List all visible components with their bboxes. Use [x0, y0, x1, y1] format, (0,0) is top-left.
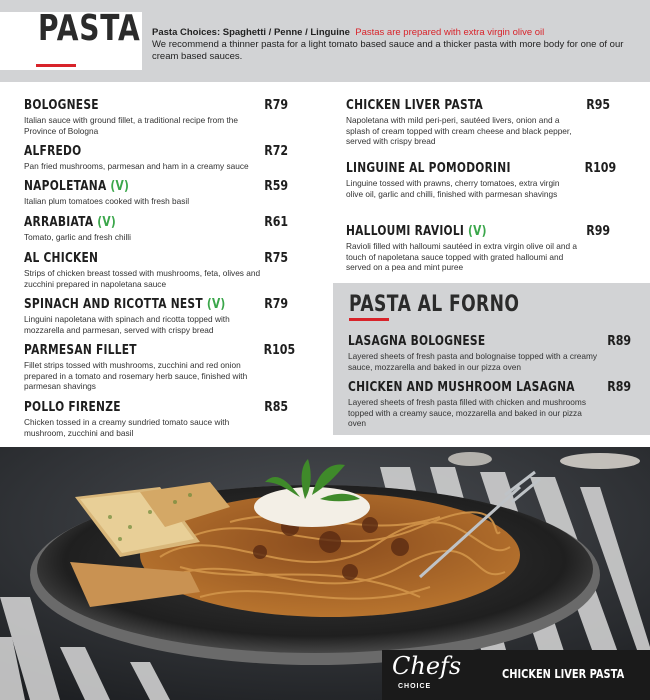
item-description: Italian plum tomatoes cooked with fresh basil — [24, 196, 190, 206]
vegetarian-badge: (V) — [97, 215, 117, 230]
oil-note: Pastas are prepared with extra virgin olive oil — [355, 27, 545, 38]
item-description: Napoletana with mild peri-peri, sautéed livers, onion and a splash of cream topped with cream cheese and black pepper, served with crispy bread — [346, 115, 572, 147]
item-price: R61 — [264, 215, 288, 230]
item-price: R109 — [584, 161, 616, 176]
item-description: Italian sauce with ground fillet, a traditional recipe from the Province of Bologna — [24, 115, 238, 136]
item-name: CHICKEN LIVER PASTA — [346, 98, 484, 113]
pasta-al-forno-panel — [333, 283, 650, 435]
item-description: Tomato, garlic and fresh chilli — [24, 232, 131, 242]
section-underline — [349, 318, 389, 321]
item-price: R85 — [264, 400, 288, 415]
pasta-info — [152, 27, 642, 63]
menu-item-lasagna-bolognese — [348, 334, 638, 372]
chefs-choice-sublabel: CHOICE — [398, 683, 432, 690]
item-name: NAPOLETANA (V) — [24, 179, 130, 194]
item-name: POLLO FIRENZE — [24, 400, 121, 415]
item-description: Strips of chicken breast tossed with mushrooms, feta, olives and zucchini prepared in napoletana sauce — [24, 268, 261, 289]
item-price: R89 — [607, 334, 631, 349]
item-price: R59 — [264, 179, 288, 194]
recommendation-text: We recommend a thinner pasta for a light tomato based sauce and a thicker pasta with more body for one of our cream based sauces. — [152, 39, 624, 62]
item-name: AL CHICKEN — [24, 251, 99, 266]
menu-item-bolognese — [24, 98, 296, 136]
vegetarian-badge: (V) — [206, 297, 226, 312]
menu-item-napoletana — [24, 179, 296, 207]
page-title: PASTA — [38, 8, 141, 49]
vegetarian-badge: (V) — [110, 179, 130, 194]
item-name: LINGUINE AL POMODORINI — [346, 161, 511, 176]
item-name: ALFREDO — [24, 144, 82, 159]
item-description: Pan fried mushrooms, parmesan and ham in a creamy sauce — [24, 161, 249, 171]
item-name: PARMESAN FILLET — [24, 343, 137, 358]
menu-item-parmesan-fillet — [24, 343, 296, 392]
item-description: Linguine tossed with prawns, cherry tomatoes, extra virgin olive oil, garlic and chilli, finished with parmesan shavings — [346, 178, 560, 199]
item-price: R99 — [586, 224, 610, 239]
item-price: R75 — [264, 251, 288, 266]
title-underline — [36, 64, 76, 67]
item-description: Fillet strips tossed with mushrooms, zucchini and red onion prepared in a tomato and rosemary herb sauce, finished with parmesan shavings — [24, 360, 248, 392]
item-description: Layered sheets of fresh pasta and bolognaise topped with a creamy sauce, mozzarella and baked in our pizza oven — [348, 351, 598, 372]
menu-item-spinach-ricotta-nest — [24, 297, 296, 335]
menu-item-pollo-firenze — [24, 400, 296, 438]
item-description: Chicken tossed in a creamy sundried tomato sauce with mushroom, zucchini and basil — [24, 417, 230, 438]
choices-label: Pasta Choices: Spaghetti / Penne / Linguine — [152, 27, 350, 38]
vegetarian-badge: (V) — [468, 224, 487, 239]
item-price: R95 — [586, 98, 610, 113]
menu-item-al-chicken — [24, 251, 296, 289]
menu-item-chicken-mushroom-lasagna — [348, 380, 638, 429]
item-name: CHICKEN AND MUSHROOM LASAGNA — [348, 380, 575, 395]
item-description: Linguini napoletana with spinach and ricotta topped with mozzarella and parmesan, served with crispy bread — [24, 314, 230, 335]
item-name: ARRABIATA (V) — [24, 215, 117, 230]
item-price: R105 — [263, 343, 295, 358]
item-price: R89 — [607, 380, 631, 395]
item-description: Ravioli filled with halloumi sautéed in extra virgin olive oil and a touch of napoletana sauce topped with grated halloumi and served on a pea and mint puree — [346, 241, 578, 273]
photo-caption: CHICKEN LIVER PASTA — [502, 667, 625, 681]
item-description: Layered sheets of fresh pasta filled with chicken and mushrooms topped with a creamy sauce, mozzarella and baked in our pizza oven — [348, 397, 586, 429]
section-title: PASTA AL FORNO — [349, 292, 520, 317]
item-price: R79 — [264, 98, 288, 113]
menu-item-arrabiata — [24, 215, 296, 243]
item-price: R72 — [264, 144, 288, 159]
item-price: R79 — [264, 297, 288, 312]
item-name: BOLOGNESE — [24, 98, 99, 113]
chefs-choice-logo: Chefs — [392, 652, 462, 680]
item-name: HALLOUMI RAVIOLI (V) — [346, 224, 487, 239]
menu-item-alfredo — [24, 144, 296, 172]
item-name: LASAGNA BOLOGNESE — [348, 334, 486, 349]
item-name: SPINACH AND RICOTTA NEST (V) — [24, 297, 226, 312]
